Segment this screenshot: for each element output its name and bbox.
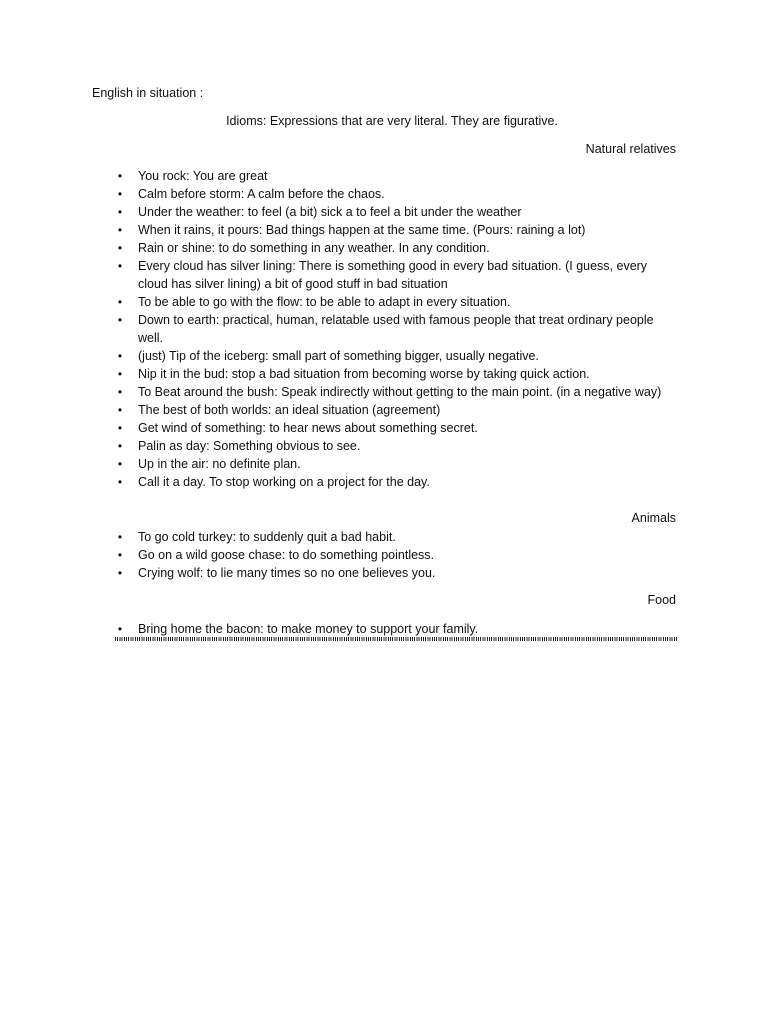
list-item: [115, 293, 680, 311]
bullet-icon: •: [117, 313, 123, 327]
idiom-text: Every cloud has silver lining: There is something good in every bad situation. (I guess, every cloud has silver lining) a bit of good stuff in bad situation: [138, 259, 648, 291]
bullet-icon: •: [117, 622, 123, 636]
bullet-icon: •: [117, 187, 123, 201]
idiom-text: Crying wolf: to lie many times so no one believes you.: [138, 566, 436, 580]
bullet-icon: •: [117, 403, 123, 417]
bullet-icon: •: [117, 457, 123, 471]
idiom-text: Go on a wild goose chase: to do something pointless.: [138, 548, 435, 562]
bullet-icon: •: [117, 548, 123, 562]
idiom-text: Get wind of something: to hear news about something secret.: [138, 421, 478, 435]
bullet-icon: •: [117, 241, 123, 255]
idiom-text: Palin as day: Something obvious to see.: [138, 439, 361, 453]
idiom-text: The best of both worlds: an ideal situation (agreement): [138, 403, 441, 417]
idiom-text: Nip it in the bud: stop a bad situation from becoming worse by taking quick action.: [138, 367, 590, 381]
list-item: [115, 347, 680, 365]
idiom-text: Bring home the bacon: to make money to support your family.: [138, 622, 479, 636]
idiom-text: When it rains, it pours: Bad things happen at the same time. (Pours: raining a lot): [138, 223, 586, 237]
dotted-divider: [115, 637, 677, 641]
list-item: [115, 455, 680, 473]
idiom-text: To Beat around the bush: Speak indirectly without getting to the main point. (in a negative way): [138, 385, 662, 399]
list-item: [115, 239, 680, 257]
list-item: [115, 473, 680, 491]
list-item: [115, 167, 680, 185]
document-heading: English in situation :: [92, 86, 204, 100]
idiom-list-natural-relatives: [115, 167, 680, 491]
bullet-icon: •: [117, 566, 123, 580]
list-item: [115, 401, 680, 419]
list-item: [115, 419, 680, 437]
bullet-icon: •: [117, 223, 123, 237]
bullet-icon: •: [117, 475, 123, 489]
idiom-list-animals: [115, 528, 680, 582]
list-item: [115, 221, 680, 239]
bullet-icon: •: [117, 295, 123, 309]
bullet-icon: •: [117, 259, 123, 273]
list-item: [115, 546, 680, 564]
list-item: [115, 257, 680, 293]
idiom-text: Rain or shine: to do something in any weather. In any condition.: [138, 241, 490, 255]
bullet-icon: •: [117, 439, 123, 453]
bullet-icon: •: [117, 385, 123, 399]
bullet-icon: •: [117, 169, 123, 183]
idiom-text: Down to earth: practical, human, relatable used with famous people that treat ordinary people well.: [138, 313, 654, 345]
bullet-icon: •: [117, 367, 123, 381]
idiom-text: Call it a day. To stop working on a project for the day.: [138, 475, 430, 489]
idiom-text: Up in the air: no definite plan.: [138, 457, 301, 471]
list-item: [115, 203, 680, 221]
list-item: [115, 185, 680, 203]
bullet-icon: •: [117, 530, 123, 544]
idiom-text: To go cold turkey: to suddenly quit a bad habit.: [138, 530, 396, 544]
list-item: [115, 311, 680, 347]
document-subtitle: Idioms: Expressions that are very literal. They are figurative.: [226, 114, 558, 128]
list-item: [115, 365, 680, 383]
section-label-animals: Animals: [631, 511, 676, 525]
list-item: [115, 620, 680, 638]
bullet-icon: •: [117, 205, 123, 219]
idiom-text: To be able to go with the flow: to be able to adapt in every situation.: [138, 295, 511, 309]
idiom-list-food: [115, 620, 680, 638]
list-item: [115, 437, 680, 455]
idiom-text: (just) Tip of the iceberg: small part of something bigger, usually negative.: [138, 349, 539, 363]
idiom-text: You rock: You are great: [138, 169, 268, 183]
list-item: [115, 528, 680, 546]
bullet-icon: •: [117, 421, 123, 435]
list-item: [115, 564, 680, 582]
idiom-text: Calm before storm: A calm before the chaos.: [138, 187, 385, 201]
list-item: [115, 383, 680, 401]
section-label-food: Food: [647, 593, 676, 607]
bullet-icon: •: [117, 349, 123, 363]
section-label-natural-relatives: Natural relatives: [585, 142, 676, 156]
idiom-text: Under the weather: to feel (a bit) sick a to feel a bit under the weather: [138, 205, 522, 219]
